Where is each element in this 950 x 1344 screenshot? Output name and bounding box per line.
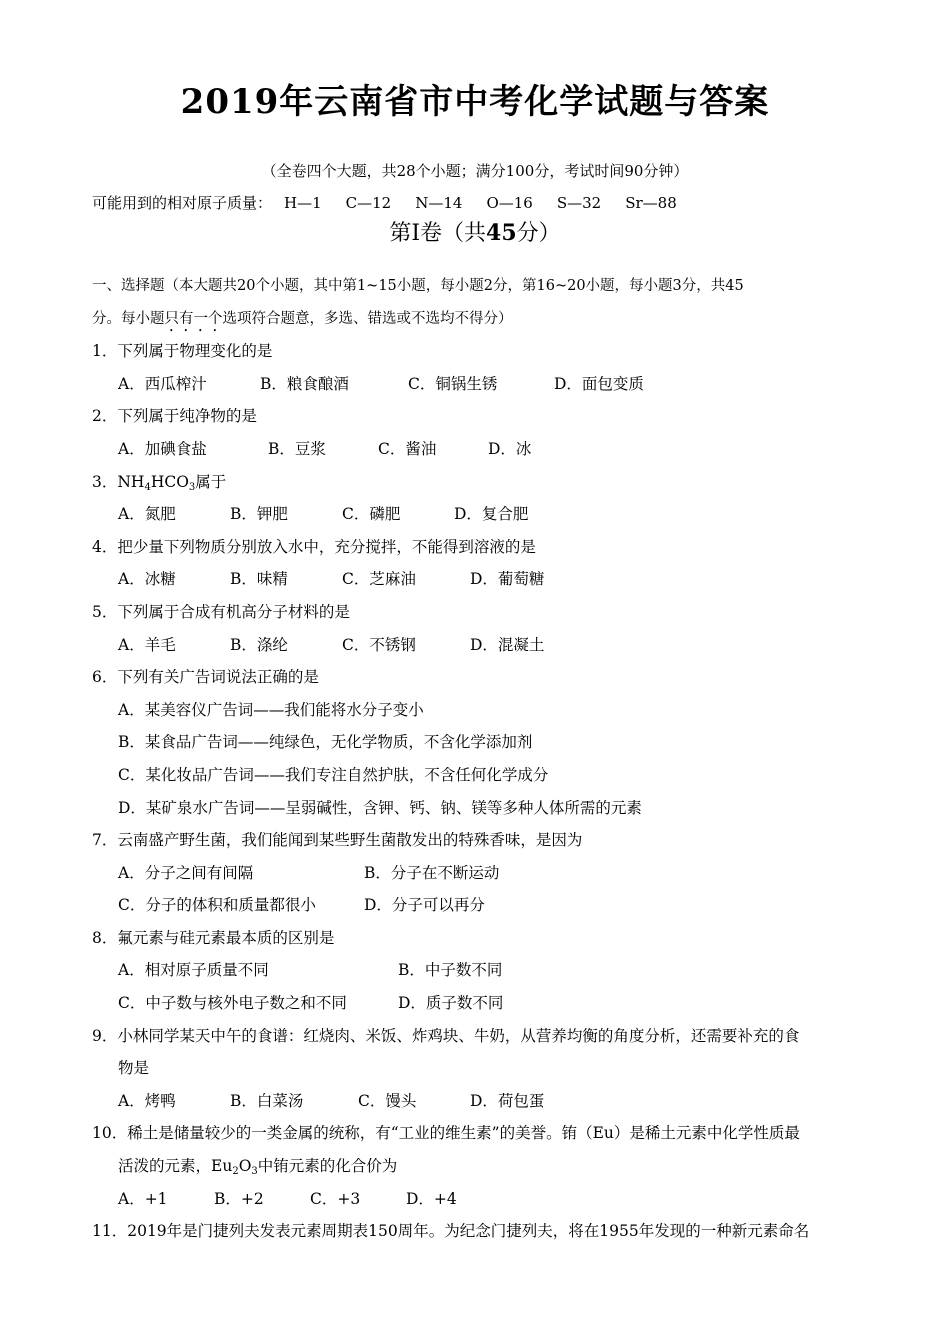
section-heading-post: 分） xyxy=(516,221,561,246)
question-stem: 10．稀土是储量较少的一类金属的统称，有“工业的维生素”的美誉。铕（Eu）是稀土元素中化学性质最 xyxy=(92,1124,800,1143)
option-c: C．馒头 xyxy=(358,1091,417,1110)
atomic-mass-label: 可能用到的相对原子质量： xyxy=(92,194,273,212)
option-a: A．羊毛 xyxy=(118,635,176,654)
question-stem: 2．下列属于纯净物的是 xyxy=(92,407,257,426)
option-b: B．钾肥 xyxy=(230,505,288,524)
question-stem: 9．小林同学某天中午的食谱：红烧肉、米饭、炸鸡块、牛奶，从营养均衡的角度分析，还需要补充的食 xyxy=(92,1026,800,1045)
option-d: D．混凝土 xyxy=(470,635,545,654)
question-stem: 11．2019年是门捷列夫发表元素周期表150周年。为纪念门捷列夫，将在1955年发现的一种新元素命名 xyxy=(92,1222,810,1241)
option-a: A．某美容仪广告词——我们能将水分子变小 xyxy=(118,700,424,719)
option-c: C．芝麻油 xyxy=(342,570,416,589)
option-d: D．冰 xyxy=(488,439,532,458)
option-b: B．+2 xyxy=(214,1189,264,1208)
exam-info: （全卷四个大题，共28个小题；满分100分，考试时间90分钟） xyxy=(261,162,689,180)
instructions-text: 分。每小题 xyxy=(92,310,165,327)
option-a: A．相对原子质量不同 xyxy=(118,961,269,980)
instructions-line xyxy=(92,303,862,336)
question-stem: 5．下列属于合成有机高分子材料的是 xyxy=(92,602,350,621)
atomic-mass-item: S—32 xyxy=(556,194,602,212)
option-b: B．粮食酿酒 xyxy=(260,374,349,393)
options-row xyxy=(92,1085,862,1118)
question-stem: 8．氟元素与硅元素最本质的区别是 xyxy=(92,928,335,947)
question-stem-cont: 物是 xyxy=(118,1059,150,1078)
stem-text: 3．NH xyxy=(92,472,145,491)
options-row xyxy=(92,629,862,662)
section-heading xyxy=(0,216,950,247)
option-d: D．葡萄糖 xyxy=(470,570,545,589)
options-row xyxy=(92,857,862,890)
option-a: A．西瓜榨汁 xyxy=(118,374,207,393)
atomic-mass-item: Sr—88 xyxy=(625,194,677,212)
option-c: C．分子的体积和质量都很小 xyxy=(118,896,316,915)
atomic-mass-item: H—1 xyxy=(284,194,322,212)
option-a: A．分子之间有间隔 xyxy=(118,863,254,882)
options-row xyxy=(92,498,862,531)
option-d: D．面包变质 xyxy=(554,374,644,393)
option-d: D．某矿泉水广告词——呈弱碱性，含钾、钙、钠、镁等多种人体所需的元素 xyxy=(118,798,642,817)
subscript: 3 xyxy=(251,1166,258,1178)
option-a: A．冰糖 xyxy=(118,570,176,589)
question-stem: 7．云南盛产野生菌，我们能闻到某些野生菌散发出的特殊香味，是因为 xyxy=(92,831,583,850)
question-stem: 4．把少量下列物质分别放入水中，充分搅拌，不能得到溶液的是 xyxy=(92,537,536,556)
option-c: C．中子数与核外电子数之和不同 xyxy=(118,994,347,1013)
atomic-mass-item: C—12 xyxy=(345,194,392,212)
option-d: D．+4 xyxy=(406,1189,457,1208)
option-a: A．加碘食盐 xyxy=(118,439,207,458)
stem-text: HCO xyxy=(150,472,189,491)
option-b: B．中子数不同 xyxy=(398,961,503,980)
instructions-text: 选项符合题意，多选、错选或不选均不得分） xyxy=(222,310,513,327)
atomic-mass-item: O—16 xyxy=(486,194,533,212)
question-stem xyxy=(92,466,862,499)
subscript: 2 xyxy=(232,1166,239,1178)
atomic-mass-line xyxy=(92,192,701,213)
option-c: C．不锈钢 xyxy=(342,635,416,654)
option-a: A．氮肥 xyxy=(118,505,176,524)
options-row xyxy=(92,1183,862,1216)
options-row xyxy=(92,987,862,1020)
subscript: 3 xyxy=(188,481,196,493)
option-c: C．酱油 xyxy=(378,439,437,458)
option-d: D．荷包蛋 xyxy=(470,1091,545,1110)
emphasis-text: 只有一个 xyxy=(164,310,223,327)
option-b: B．某食品广告词——纯绿色，无化学物质，不含化学添加剂 xyxy=(118,733,533,752)
atomic-mass-item: N—14 xyxy=(415,194,463,212)
option-a: A．+1 xyxy=(118,1189,168,1208)
stem-text: 活泼的元素，Eu xyxy=(118,1157,233,1176)
option-d: D．复合肥 xyxy=(454,505,529,524)
options-row xyxy=(92,563,862,596)
question-stem: 1．下列属于物理变化的是 xyxy=(92,342,273,361)
instructions-line: 一、选择题（本大题共20个小题，其中第1~15小题，每小题2分，第16~20小题，每小题3分，共45 xyxy=(92,278,744,294)
question-stem: 6．下列有关广告词说法正确的是 xyxy=(92,668,319,687)
stem-text: O xyxy=(238,1157,252,1176)
option-b: B．豆浆 xyxy=(268,439,326,458)
page-title: 2019年云南省市中考化学试题与答案 xyxy=(180,82,770,122)
options-row xyxy=(92,954,862,987)
stem-text: 属于 xyxy=(195,472,227,491)
stem-text: 中铕元素的化合价为 xyxy=(257,1157,398,1176)
option-b: B．涤纶 xyxy=(230,635,288,654)
option-c: C．铜锅生锈 xyxy=(408,374,498,393)
option-c: C．+3 xyxy=(310,1189,361,1208)
options-row xyxy=(92,889,862,922)
question-list xyxy=(92,270,862,1248)
option-b: B．白菜汤 xyxy=(230,1091,304,1110)
question-stem-cont xyxy=(92,1150,862,1183)
option-a: A．烤鸭 xyxy=(118,1091,176,1110)
option-b: B．味精 xyxy=(230,570,288,589)
options-row xyxy=(92,368,862,401)
option-d: D．质子数不同 xyxy=(398,994,504,1013)
option-c: C．某化妆品广告词——我们专注自然护肤，不含任何化学成分 xyxy=(118,765,549,784)
option-d: D．分子可以再分 xyxy=(364,896,485,915)
section-heading-score: 45 xyxy=(486,220,517,246)
options-row xyxy=(92,433,862,466)
section-heading-pre: 第Ⅰ卷（共 xyxy=(389,221,487,246)
option-c: C．磷肥 xyxy=(342,505,401,524)
subscript: 4 xyxy=(144,481,151,493)
option-b: B．分子在不断运动 xyxy=(364,863,500,882)
